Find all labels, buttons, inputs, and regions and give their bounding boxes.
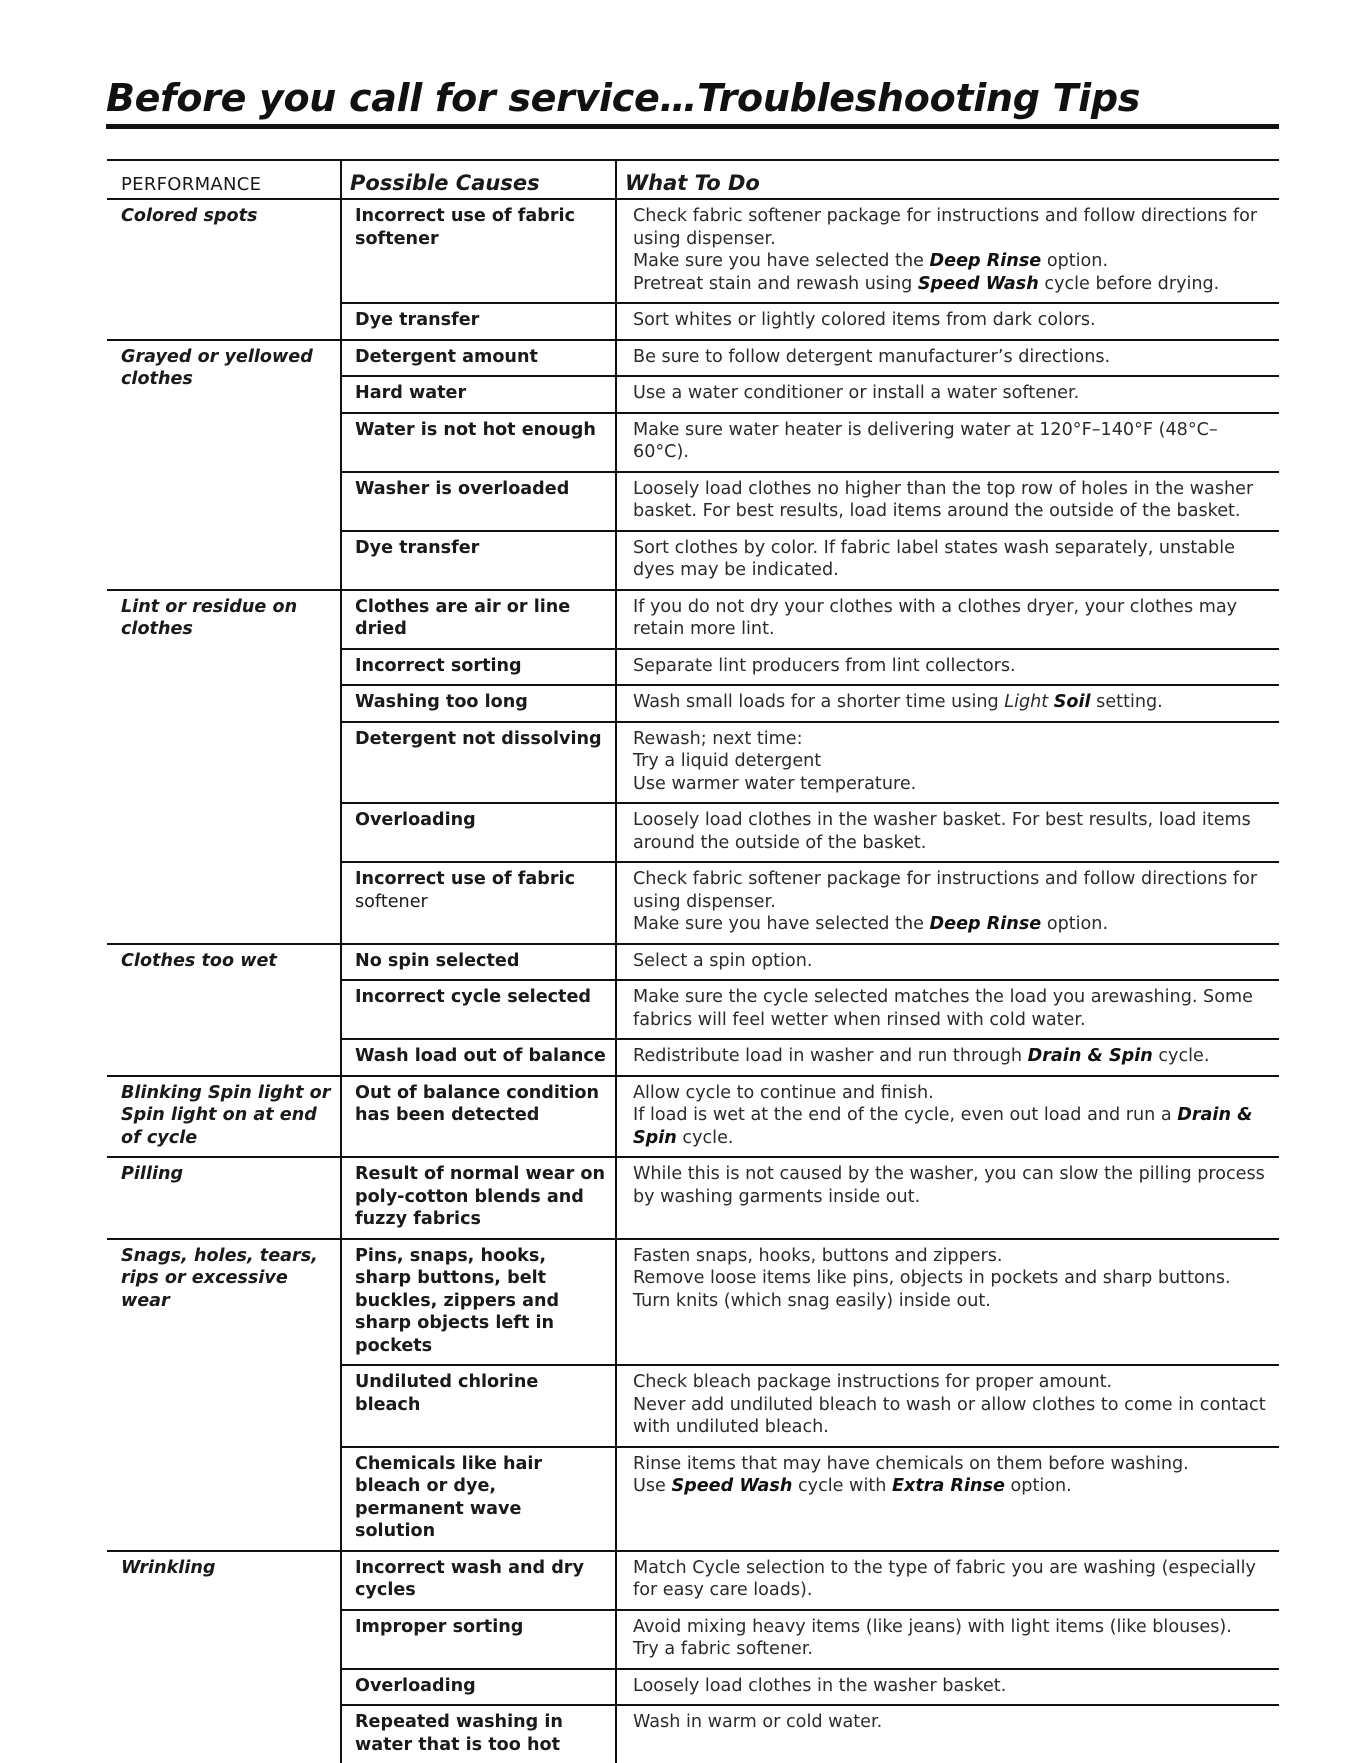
todo-text: Wash in warm or cold water.	[633, 1712, 882, 1732]
todo-text: option.	[1041, 251, 1108, 271]
emphasis-text: Deep Rinse	[930, 914, 1042, 934]
todo-line	[633, 691, 1271, 714]
cause-cell	[341, 199, 616, 303]
todo-text: Match Cycle selection to the type of fabric you are washing (especially for easy care loads).	[633, 1558, 1256, 1601]
todo-line	[633, 250, 1271, 273]
cause-text: Pins, snaps, hooks, sharp buttons, belt buckles, zippers and sharp objects left in pockets	[355, 1246, 559, 1356]
todo-text: Check fabric softener package for instructions and follow directions for using dispenser.	[633, 869, 1257, 912]
cause-cell	[341, 590, 616, 649]
todo-line	[633, 205, 1271, 250]
todo-text: Wash small loads for a shorter time using	[633, 692, 1004, 712]
cause-text: Overloading	[355, 810, 476, 830]
cause-text: Dye transfer	[355, 310, 479, 330]
cause-cell	[341, 531, 616, 590]
what-to-do-cell	[616, 1705, 1279, 1763]
todo-line	[633, 596, 1271, 641]
what-to-do-cell	[616, 1239, 1279, 1366]
cause-text: Repeated washing in water that is too hot	[355, 1712, 563, 1755]
todo-text: Use warmer water temperature.	[633, 774, 916, 794]
todo-text: Separate lint producers from lint collectors.	[633, 656, 1016, 676]
todo-text: Make sure you have selected the	[633, 914, 930, 934]
cause-cell	[341, 649, 616, 686]
todo-line	[633, 1557, 1271, 1602]
table-row	[107, 1551, 1279, 1610]
cause-cell	[341, 1610, 616, 1669]
todo-line	[633, 868, 1271, 913]
problem-cell: Colored spots	[107, 199, 341, 340]
cause-text: Out of balance condition has been detected	[355, 1083, 599, 1126]
todo-line	[633, 346, 1271, 369]
what-to-do-cell	[616, 413, 1279, 472]
cause-cell	[341, 1076, 616, 1158]
todo-line	[633, 773, 1271, 796]
cause-cell	[341, 1365, 616, 1447]
todo-line	[633, 1711, 1271, 1734]
todo-text: Check bleach package instructions for proper amount.	[633, 1372, 1112, 1392]
what-to-do-cell	[616, 472, 1279, 531]
todo-line	[633, 382, 1271, 405]
todo-line	[633, 750, 1271, 773]
emphasis-text: Speed Wash	[671, 1476, 792, 1496]
todo-text: Try a fabric softener.	[633, 1639, 813, 1659]
problem-cell: Blinking Spin light or Spin light on at end of cycle	[107, 1076, 341, 1158]
cause-text: Incorrect cycle selected	[355, 987, 591, 1007]
what-to-do-cell	[616, 531, 1279, 590]
problem-cell: Grayed or yellowed clothes	[107, 340, 341, 590]
todo-text: option.	[1005, 1476, 1072, 1496]
cause-cell	[341, 803, 616, 862]
what-to-do-cell	[616, 1610, 1279, 1669]
todo-line	[633, 728, 1271, 751]
cause-text: Clothes are air or line dried	[355, 597, 570, 640]
todo-text: Use	[633, 1476, 671, 1496]
todo-line	[633, 913, 1271, 936]
todo-line	[633, 1045, 1271, 1068]
todo-text: cycle.	[677, 1128, 734, 1148]
table-row	[107, 1076, 1279, 1158]
problem-cell: Clothes too wet	[107, 944, 341, 1076]
todo-line	[633, 1163, 1271, 1208]
header-possible-causes: Possible Causes	[341, 160, 616, 199]
todo-text: Loosely load clothes in the washer basket.	[633, 1676, 1006, 1696]
todo-line	[633, 986, 1271, 1031]
problem-cell: Wrinkling	[107, 1551, 341, 1763]
emphasis-text: Drain & Spin	[1028, 1046, 1153, 1066]
what-to-do-cell	[616, 803, 1279, 862]
cause-cell	[341, 376, 616, 413]
todo-text: Make sure you have selected the	[633, 251, 930, 271]
cause-text: Incorrect use of fabric	[355, 869, 575, 889]
todo-line	[633, 1453, 1271, 1476]
cause-text: Detergent amount	[355, 347, 538, 367]
cause-text-rest: softener	[355, 892, 428, 912]
todo-line	[633, 1290, 1271, 1313]
todo-text: Try a liquid detergent	[633, 751, 821, 771]
todo-text: Allow cycle to continue and finish.	[633, 1083, 934, 1103]
todo-text: Redistribute load in washer and run through	[633, 1046, 1028, 1066]
cause-cell	[341, 303, 616, 340]
page-title: Before you call for service…Troubleshooting Tips	[106, 76, 1140, 120]
cause-cell	[341, 1669, 616, 1706]
emphasis-text: Light	[1004, 692, 1054, 712]
cause-text: Chemicals like hair bleach or dye, permanent wave solution	[355, 1454, 542, 1542]
what-to-do-cell	[616, 303, 1279, 340]
emphasis-text: Drain & Spin	[633, 1105, 1252, 1148]
what-to-do-cell	[616, 340, 1279, 377]
todo-text: Use a water conditioner or install a water softener.	[633, 383, 1079, 403]
cause-cell	[341, 413, 616, 472]
cause-cell	[341, 1157, 616, 1239]
cause-text: Incorrect wash and dry cycles	[355, 1558, 584, 1601]
todo-text: Avoid mixing heavy items (like jeans) with light items (like blouses).	[633, 1617, 1232, 1637]
todo-text: Remove loose items like pins, objects in pockets and sharp buttons.	[633, 1268, 1231, 1288]
what-to-do-cell	[616, 862, 1279, 944]
todo-text: Sort clothes by color. If fabric label states wash separately, unstable dyes may be indicated.	[633, 538, 1235, 581]
what-to-do-cell	[616, 1669, 1279, 1706]
what-to-do-cell	[616, 376, 1279, 413]
header-performance: PERFORMANCE	[107, 160, 341, 199]
problem-cell: Lint or residue on clothes	[107, 590, 341, 944]
todo-text: Loosely load clothes no higher than the top row of holes in the washer basket. For best results, load items around the outside of the basket.	[633, 479, 1253, 522]
cause-text: Washer is overloaded	[355, 479, 569, 499]
what-to-do-cell	[616, 1365, 1279, 1447]
todo-line	[633, 1082, 1271, 1105]
todo-text: setting.	[1091, 692, 1163, 712]
what-to-do-cell	[616, 1039, 1279, 1076]
problem-cell: Pilling	[107, 1157, 341, 1239]
cause-cell	[341, 1039, 616, 1076]
cause-text: Washing too long	[355, 692, 528, 712]
todo-line	[633, 478, 1271, 523]
todo-line	[633, 309, 1271, 332]
emphasis-text: Deep Rinse	[930, 251, 1042, 271]
todo-line	[633, 1616, 1271, 1639]
table-row	[107, 199, 1279, 303]
todo-text: Fasten snaps, hooks, buttons and zippers.	[633, 1246, 1003, 1266]
what-to-do-cell	[616, 1157, 1279, 1239]
todo-line	[633, 537, 1271, 582]
cause-text: Undiluted chlorine bleach	[355, 1372, 538, 1415]
todo-text: option.	[1041, 914, 1108, 934]
cause-cell	[341, 1239, 616, 1366]
table-row	[107, 590, 1279, 649]
cause-text: Incorrect use of fabric softener	[355, 206, 575, 249]
todo-line	[633, 1675, 1271, 1698]
todo-text: If load is wet at the end of the cycle, even out load and run a	[633, 1105, 1177, 1125]
todo-text: Be sure to follow detergent manufacturer’s directions.	[633, 347, 1110, 367]
todo-line	[633, 1638, 1271, 1661]
todo-text: cycle before drying.	[1039, 274, 1219, 294]
cause-text: Water is not hot enough	[355, 420, 596, 440]
cause-cell	[341, 1447, 616, 1551]
todo-text: Make sure water heater is delivering water at 120°F–140°F (48°C–60°C).	[633, 420, 1218, 463]
what-to-do-cell	[616, 199, 1279, 303]
todo-text: Turn knits (which snag easily) inside out.	[633, 1291, 991, 1311]
table-row	[107, 1239, 1279, 1366]
todo-text: Loosely load clothes in the washer basket. For best results, load items around the outside of the basket.	[633, 810, 1251, 853]
what-to-do-cell	[616, 685, 1279, 722]
troubleshooting-table	[107, 159, 1279, 1763]
todo-line	[633, 1394, 1271, 1439]
todo-text: If you do not dry your clothes with a clothes dryer, your clothes may retain more lint.	[633, 597, 1237, 640]
cause-text: No spin selected	[355, 951, 519, 971]
todo-text: Rewash; next time:	[633, 729, 803, 749]
emphasis-text: Extra Rinse	[892, 1476, 1005, 1496]
todo-line	[633, 1371, 1271, 1394]
todo-line	[633, 1267, 1271, 1290]
what-to-do-cell	[616, 944, 1279, 981]
todo-text: Select a spin option.	[633, 951, 812, 971]
todo-line	[633, 950, 1271, 973]
todo-line	[633, 655, 1271, 678]
todo-text: Check fabric softener package for instructions and follow directions for using dispenser.	[633, 206, 1257, 249]
what-to-do-cell	[616, 980, 1279, 1039]
what-to-do-cell	[616, 722, 1279, 804]
what-to-do-cell	[616, 1551, 1279, 1610]
table-header-row	[107, 160, 1279, 199]
cause-text: Detergent not dissolving	[355, 729, 602, 749]
what-to-do-cell	[616, 1076, 1279, 1158]
todo-line	[633, 1104, 1271, 1149]
cause-cell	[341, 862, 616, 944]
cause-cell	[341, 1551, 616, 1610]
todo-line	[633, 1245, 1271, 1268]
cause-cell	[341, 944, 616, 981]
what-to-do-cell	[616, 590, 1279, 649]
todo-text: Rinse items that may have chemicals on them before washing.	[633, 1454, 1189, 1474]
todo-text: Never add undiluted bleach to wash or allow clothes to come in contact with undiluted bleach.	[633, 1395, 1266, 1438]
todo-line	[633, 419, 1271, 464]
table-row	[107, 340, 1279, 377]
cause-cell	[341, 722, 616, 804]
cause-text: Wash load out of balance	[355, 1046, 606, 1066]
header-what-to-do: What To Do	[616, 160, 1279, 199]
problem-cell: Snags, holes, tears, rips or excessive wear	[107, 1239, 341, 1551]
what-to-do-cell	[616, 1447, 1279, 1551]
todo-text: cycle with	[792, 1476, 892, 1496]
todo-line	[633, 809, 1271, 854]
todo-text: Pretreat stain and rewash using	[633, 274, 918, 294]
todo-text: Make sure the cycle selected matches the load you arewashing. Some fabrics will feel wetter when rinsed with cold water.	[633, 987, 1253, 1030]
todo-text: cycle.	[1153, 1046, 1210, 1066]
cause-text: Hard water	[355, 383, 466, 403]
todo-text: Sort whites or lightly colored items from dark colors.	[633, 310, 1096, 330]
cause-text: Dye transfer	[355, 538, 479, 558]
table-body	[107, 199, 1279, 1763]
cause-text: Improper sorting	[355, 1617, 523, 1637]
emphasis-text: Soil	[1054, 692, 1091, 712]
cause-cell	[341, 980, 616, 1039]
table-row	[107, 944, 1279, 981]
cause-cell	[341, 685, 616, 722]
cause-cell	[341, 340, 616, 377]
cause-text: Incorrect sorting	[355, 656, 522, 676]
title-rule	[106, 124, 1279, 129]
cause-text: Overloading	[355, 1676, 476, 1696]
todo-line	[633, 273, 1271, 296]
todo-line	[633, 1475, 1271, 1498]
table-row	[107, 1157, 1279, 1239]
emphasis-text: Speed Wash	[918, 274, 1039, 294]
what-to-do-cell	[616, 649, 1279, 686]
cause-cell	[341, 1705, 616, 1763]
cause-cell	[341, 472, 616, 531]
todo-text: While this is not caused by the washer, you can slow the pilling process by washing garments inside out.	[633, 1164, 1265, 1207]
cause-text: Result of normal wear on poly-cotton blends and fuzzy fabrics	[355, 1164, 605, 1229]
